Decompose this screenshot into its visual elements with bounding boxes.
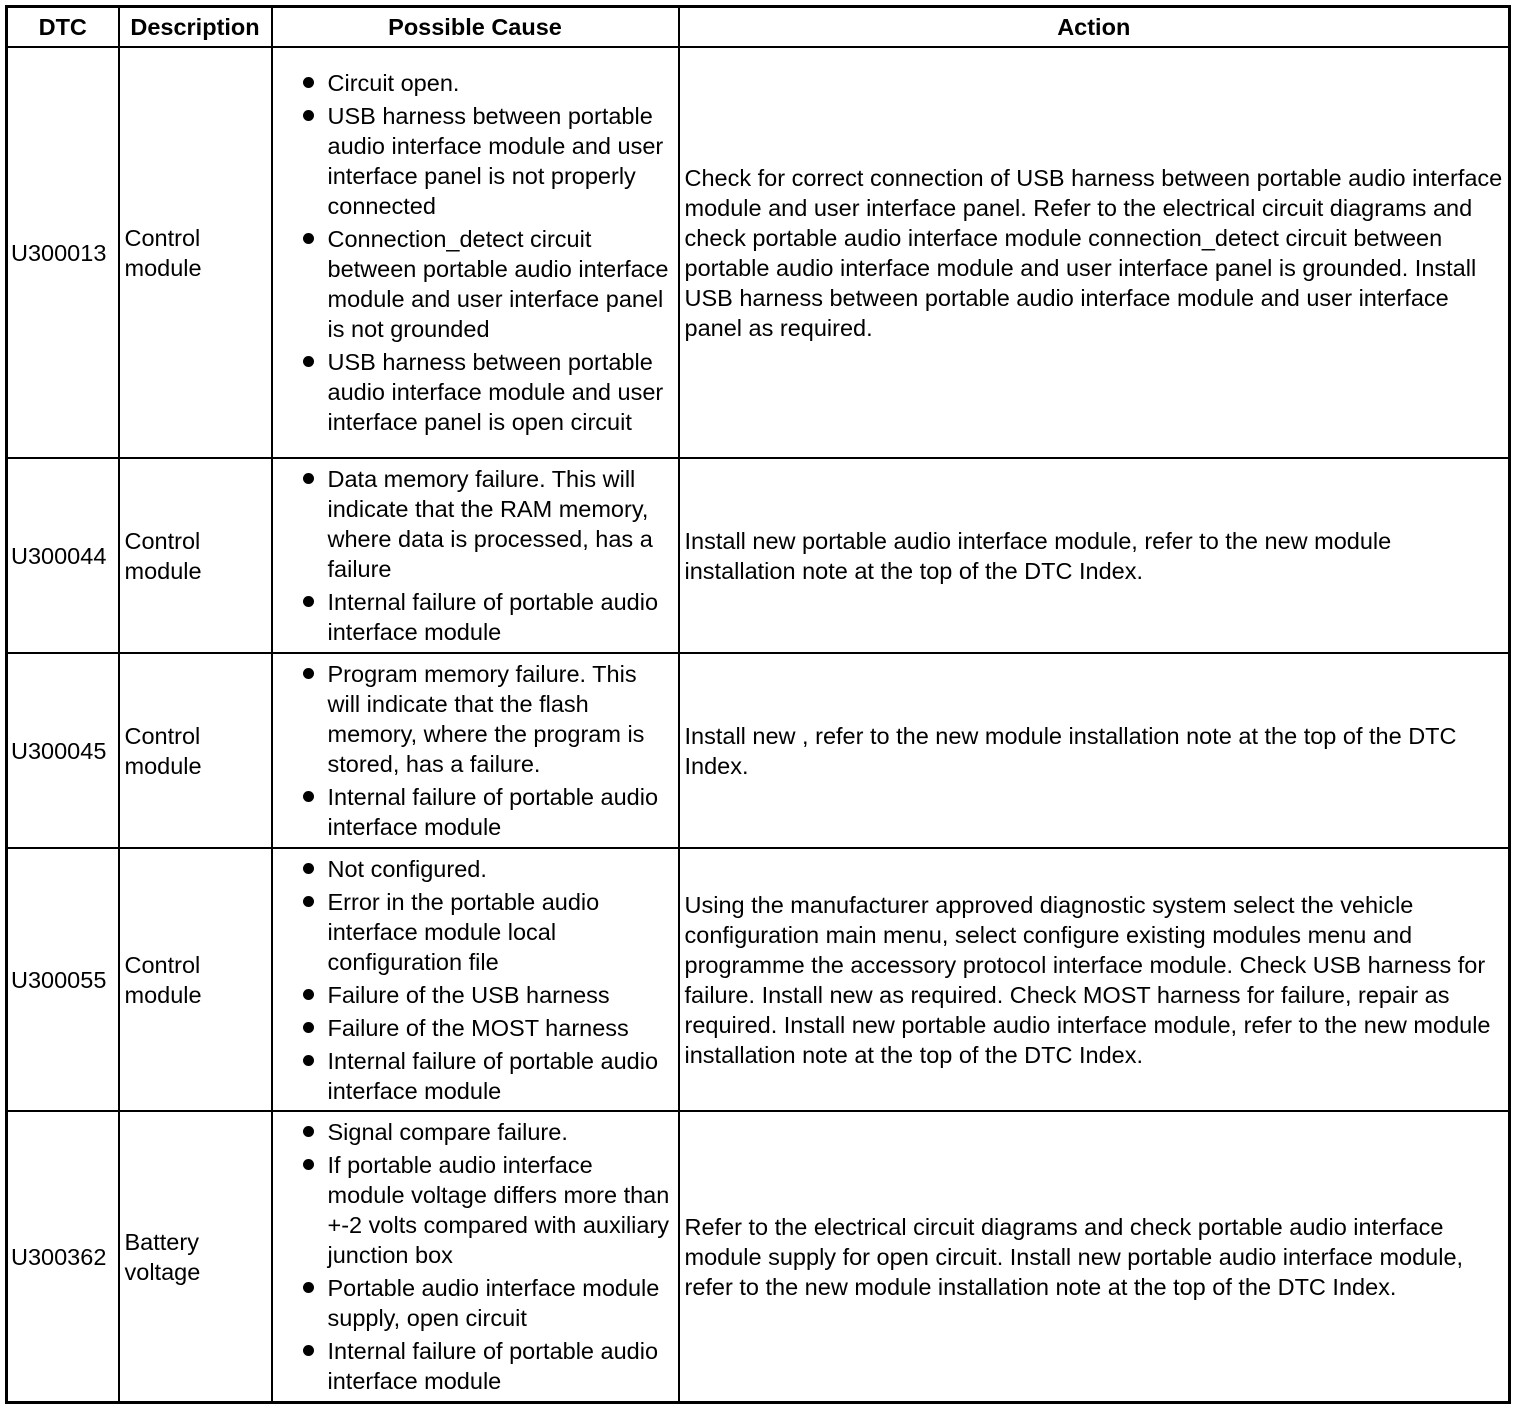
table-row	[7, 458, 1510, 653]
action-cell: Using the manufacturer approved diagnostic system select the vehicle configuration main menu, select configure existing modules menu and programme the accessory protocol interface module. Check USB harness for failure. Install new as required. Check MOST harness for failure, repair as required. Install new portable audio interface module, refer to the new module installation note at the top of the DTC Index.	[679, 848, 1510, 1111]
table-row	[7, 1111, 1510, 1402]
cause-item: Failure of the USB harness	[278, 980, 673, 1010]
header-action: Action	[679, 7, 1510, 48]
description-cell: Control module	[119, 458, 272, 653]
cause-item: USB harness between portable audio interface module and user interface panel is open circuit	[278, 347, 673, 437]
bullet-icon	[303, 863, 314, 874]
cause-list	[278, 854, 673, 1106]
bullet-icon	[303, 896, 314, 907]
description-cell: Control module	[119, 848, 272, 1111]
bullet-icon	[303, 473, 314, 484]
dtc-code: U300044	[7, 458, 119, 653]
bullet-icon	[303, 1345, 314, 1356]
possible-cause-cell	[272, 1111, 679, 1402]
cause-list	[278, 659, 673, 842]
cause-item: Connection_detect circuit between portable audio interface module and user interface panel is not grounded	[278, 224, 673, 344]
bullet-icon	[303, 77, 314, 88]
action-cell: Install new , refer to the new module installation note at the top of the DTC Index.	[679, 653, 1510, 848]
header-description: Description	[119, 7, 272, 48]
cause-item: Circuit open.	[278, 68, 673, 98]
cause-item: Internal failure of portable audio interface module	[278, 587, 673, 647]
cause-item: Internal failure of portable audio interface module	[278, 1046, 673, 1106]
dtc-table	[5, 5, 1511, 1404]
cause-item: Internal failure of portable audio interface module	[278, 782, 673, 842]
action-cell: Install new portable audio interface module, refer to the new module installation note at the top of the DTC Index.	[679, 458, 1510, 653]
dtc-code: U300045	[7, 653, 119, 848]
bullet-icon	[303, 989, 314, 1000]
possible-cause-cell	[272, 47, 679, 458]
bullet-icon	[303, 791, 314, 802]
possible-cause-cell	[272, 848, 679, 1111]
bullet-icon	[303, 1282, 314, 1293]
header-dtc: DTC	[7, 7, 119, 48]
bullet-icon	[303, 356, 314, 367]
table-row	[7, 47, 1510, 458]
cause-item: USB harness between portable audio interface module and user interface panel is not properly connected	[278, 101, 673, 221]
description-cell: Control module	[119, 47, 272, 458]
action-cell: Check for correct connection of USB harness between portable audio interface module and user interface panel. Refer to the electrical circuit diagrams and check portable audio interface module connection_detect circuit between portable audio interface module and user interface panel is grounded. Install USB harness between portable audio interface module and user interface panel as required.	[679, 47, 1510, 458]
bullet-icon	[303, 110, 314, 121]
cause-item: Internal failure of portable audio interface module	[278, 1336, 673, 1396]
bullet-icon	[303, 596, 314, 607]
action-cell: Refer to the electrical circuit diagrams and check portable audio interface module supply for open circuit. Install new portable audio interface module, refer to the new module installation note at the top of the DTC Index.	[679, 1111, 1510, 1402]
possible-cause-cell	[272, 458, 679, 653]
dtc-code: U300013	[7, 47, 119, 458]
bullet-icon	[303, 1159, 314, 1170]
bullet-icon	[303, 1022, 314, 1033]
description-cell: Control module	[119, 653, 272, 848]
bullet-icon	[303, 1126, 314, 1137]
bullet-icon	[303, 233, 314, 244]
header-possible-cause: Possible Cause	[272, 7, 679, 48]
cause-item: If portable audio interface module voltage differs more than +-2 volts compared with auxiliary junction box	[278, 1150, 673, 1270]
dtc-code: U300055	[7, 848, 119, 1111]
cause-list	[278, 1117, 673, 1396]
cause-item: Error in the portable audio interface module local configuration file	[278, 887, 673, 977]
bullet-icon	[303, 1055, 314, 1066]
bullet-icon	[303, 668, 314, 679]
cause-list	[278, 68, 673, 437]
cause-item: Failure of the MOST harness	[278, 1013, 673, 1043]
table-row	[7, 848, 1510, 1111]
table-row	[7, 653, 1510, 848]
cause-item: Portable audio interface module supply, open circuit	[278, 1273, 673, 1333]
possible-cause-cell	[272, 653, 679, 848]
cause-list	[278, 464, 673, 647]
header-row	[7, 7, 1510, 48]
cause-item: Data memory failure. This will indicate that the RAM memory, where data is processed, has a failure	[278, 464, 673, 584]
cause-item: Signal compare failure.	[278, 1117, 673, 1147]
cause-item: Program memory failure. This will indicate that the flash memory, where the program is stored, has a failure.	[278, 659, 673, 779]
dtc-code: U300362	[7, 1111, 119, 1402]
cause-item: Not configured.	[278, 854, 673, 884]
description-cell: Battery voltage	[119, 1111, 272, 1402]
